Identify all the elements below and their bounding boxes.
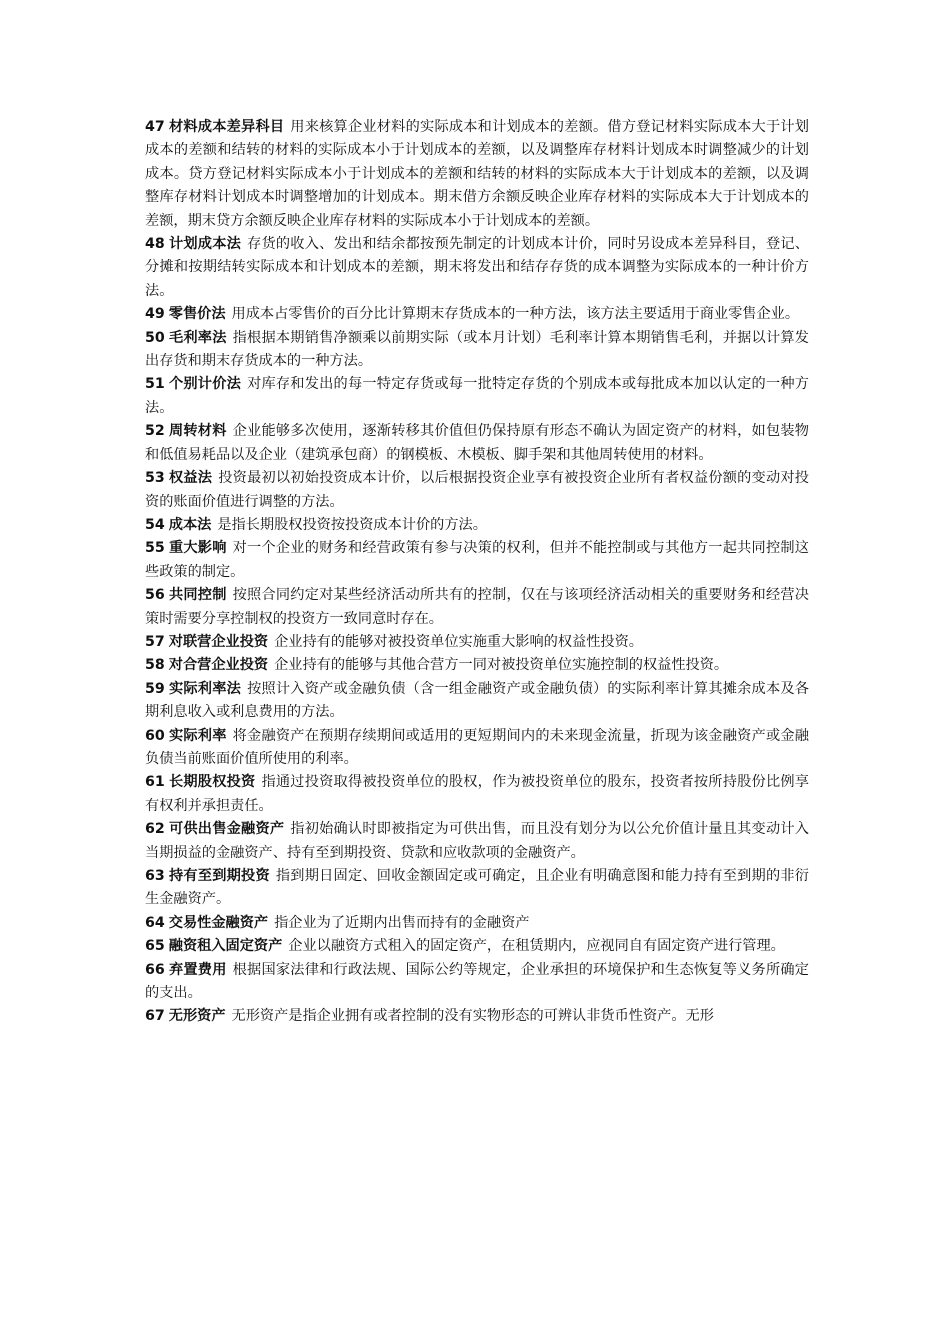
entry-definition: 用来核算企业材料的实际成本和计划成本的差额。借方登记材料实际成本大于计划成本的差额和结转的材料的实际成本小于计划成本的差额，以及调整库存材料计划成本时调整减少的计划成本。贷方登记材料实际成本小于计划成本的差额和结转的材料的实际成本大于计划成本的差额，以及调整库存材料计划成本时调整增加的计划成本。期末借方余额反映企业库存材料的实际成本大于计划成本的差额，期末贷方余额反映企业库存材料的实际成本小于计划成本的差额。: [145, 119, 809, 229]
entry-definition: 对库存和发出的每一特定存货或每一批特定存货的个别成本或每批成本加以认定的一种方法。: [145, 376, 809, 416]
entry-term-text: 对合营企业投资: [168, 657, 269, 674]
entry-term: [145, 236, 241, 252]
entry-definition: 指企业为了近期内出售而持有的金融资产: [274, 914, 530, 931]
entry-definition: 指到期日固定、回收金额固定或可确定，且企业有明确意图和能力持有至到期的非衍生金融资产。: [145, 868, 809, 908]
entry-number: 56: [145, 587, 165, 604]
entry-term: [145, 938, 282, 954]
glossary-entry: [145, 818, 809, 865]
entry-term: [145, 119, 284, 135]
entry-definition: 存货的收入、发出和结余都按预先制定的计划成本计价，同时另设成本差异科目，登记、 分摊和按期结转实际成本和计划成本的差额，期末将发出和结存存货的成本调整为实际成本的一种计价方法。: [145, 236, 809, 299]
entry-term-text: 可供出售金融资产: [168, 821, 285, 838]
entry-number: 63: [145, 868, 165, 884]
entry-term: [145, 423, 227, 439]
glossary-entry: [145, 327, 809, 374]
entry-number: 47: [145, 119, 165, 135]
entry-definition: 指根据本期销售净额乘以前期实际（或本月计划）毛利率计算本期销售毛利，并据以计算发出存货和期末存货成本的一种方法。: [145, 329, 809, 370]
entry-number: 65: [145, 938, 165, 955]
entry-number: 49: [145, 306, 165, 323]
document-body: [145, 116, 809, 1029]
entry-term: [145, 962, 227, 978]
entry-number: 59: [145, 680, 165, 697]
entry-number: 67: [145, 1008, 165, 1025]
entry-term-text: 成本法: [168, 516, 212, 533]
entry-term-text: 持有至到期投资: [168, 868, 270, 884]
glossary-entry: [145, 631, 809, 654]
entry-number: 60: [145, 727, 165, 744]
glossary-entry: [145, 420, 809, 467]
glossary-entry: [145, 865, 809, 912]
entry-number: 50: [145, 329, 165, 346]
glossary-entry: [145, 654, 809, 677]
glossary-entry: [145, 467, 809, 514]
entry-definition: 用成本占零售价的百分比计算期末存货成本的一种方法，该方法主要适用于商业零售企业。: [231, 306, 800, 323]
glossary-entry: [145, 771, 809, 818]
entry-term-text: 个别计价法: [168, 376, 242, 393]
entry-term: [145, 657, 268, 673]
entry-term-text: 共同控制: [168, 587, 227, 604]
entry-term-text: 融资租入固定资产: [168, 938, 283, 955]
glossary-entry: [145, 303, 809, 326]
glossary-entry: [145, 959, 809, 1006]
entry-definition: 企业持有的能够与其他合营方一同对被投资单位实施控制的权益性投资。: [274, 657, 729, 674]
glossary-entry: [145, 514, 809, 537]
entry-number: 52: [145, 423, 165, 440]
entry-definition: 按照合同约定对某些经济活动所共有的控制，仅在与该项经济活动相关的重要财务和经营决策时需要分享控制权的投资方一致同意时存在。: [145, 587, 809, 627]
entry-definition: 企业能够多次使用，逐渐转移其价值但仍保持原有形态不确认为固定资产的材料，如包装物和低值易耗品以及企业（建筑承包商）的钢模板、木模板、脚手架和其他周转使用的材料。: [145, 423, 809, 463]
entry-term-text: 周转材料: [168, 423, 227, 440]
entry-definition: 投资最初以初始投资成本计价，以后根据投资企业享有被投资企业所有者权益份额的变动对投资的账面价值进行调整的方法。: [145, 470, 809, 510]
entry-term-text: 弃置费用: [168, 961, 227, 978]
entry-term-text: 实际利率法: [168, 680, 242, 697]
entry-term: [145, 915, 268, 931]
entry-definition: 无形资产是指企业拥有或者控制的没有实物形态的可辨认非货币性资产。无形: [231, 1008, 714, 1025]
entry-term: [145, 821, 284, 837]
glossary-entry: [145, 116, 809, 233]
glossary-entry: [145, 725, 809, 772]
entry-term-text: 计划成本法: [168, 236, 242, 253]
entry-number: 58: [145, 657, 165, 674]
entry-term-text: 交易性金融资产: [168, 914, 269, 931]
glossary-entry: [145, 584, 809, 631]
entry-term-text: 实际利率: [168, 727, 227, 744]
glossary-entry: [145, 537, 809, 584]
entry-term: [145, 540, 227, 556]
entry-term-text: 对联营企业投资: [168, 633, 269, 650]
entry-term-text: 长期股权投资: [168, 774, 256, 791]
glossary-entry: [145, 233, 809, 303]
entry-term-text: 毛利率法: [168, 329, 227, 346]
entry-term: [145, 868, 270, 884]
entry-term: [145, 587, 227, 603]
entry-term: [145, 306, 226, 322]
entry-definition: 指初始确认时即被指定为可供出售，而且没有划分为以公允价值计量且其变动计入当期损益的金融资产、持有至到期投资、贷款和应收款项的金融资产。: [145, 821, 809, 861]
entry-term: [145, 376, 241, 392]
glossary-entry: [145, 678, 809, 725]
entry-term: [145, 774, 255, 790]
entry-term: [145, 634, 268, 650]
entry-number: 48: [145, 236, 165, 253]
entry-definition: 企业以融资方式租入的固定资产，在租赁期内，应视同自有固定资产进行管理。: [288, 938, 785, 955]
entry-definition: 指通过投资取得被投资单位的股权，作为被投资单位的股东，投资者按所持股份比例享有权利并承担责任。: [145, 774, 809, 814]
entry-number: 66: [145, 961, 165, 978]
entry-number: 51: [145, 376, 165, 393]
entry-definition: 对一个企业的财务和经营政策有参与决策的权利，但并不能控制或与其他方一起共同控制这些政策的制定。: [145, 540, 809, 580]
entry-term: [145, 681, 241, 697]
glossary-entry: [145, 373, 809, 420]
entry-term: [145, 1008, 226, 1024]
entry-term-text: 重大影响: [168, 540, 227, 557]
entry-number: 61: [145, 774, 165, 791]
entry-number: 54: [145, 516, 165, 533]
entry-number: 57: [145, 633, 165, 650]
entry-number: 53: [145, 470, 165, 487]
entry-number: 55: [145, 540, 165, 557]
entry-term-text: 无形资产: [168, 1008, 226, 1025]
entry-term-text: 材料成本差异科目: [168, 119, 285, 135]
entry-number: 64: [145, 914, 165, 931]
entry-definition: 企业持有的能够对被投资单位实施重大影响的权益性投资。: [274, 633, 643, 650]
entry-definition: 将金融资产在预期存续期间或适用的更短期间内的未来现金流量，折现为该金融资产或金融负债当前账面价值所使用的利率。: [145, 727, 809, 767]
entry-definition: 根据国家法律和行政法规、国际公约等规定，企业承担的环境保护和生态恢复等义务所确定的支出。: [145, 961, 809, 1002]
entry-definition: 是指长期股权投资按投资成本计价的方法。: [217, 516, 487, 533]
glossary-entry: [145, 912, 809, 935]
entry-number: 62: [145, 821, 165, 838]
entry-definition: 按照计入资产或金融负债（含一组金融资产或金融负债）的实际利率计算其摊余成本及各期利息收入或利息费用的方法。: [145, 680, 809, 721]
entry-term: [145, 728, 227, 744]
entry-term-text: 权益法: [168, 470, 213, 487]
glossary-entry: [145, 935, 809, 958]
entry-term: [145, 470, 212, 486]
entry-term: [145, 517, 211, 533]
glossary-entry: [145, 1005, 809, 1028]
entry-term-text: 零售价法: [168, 306, 226, 323]
entry-term: [145, 330, 227, 346]
